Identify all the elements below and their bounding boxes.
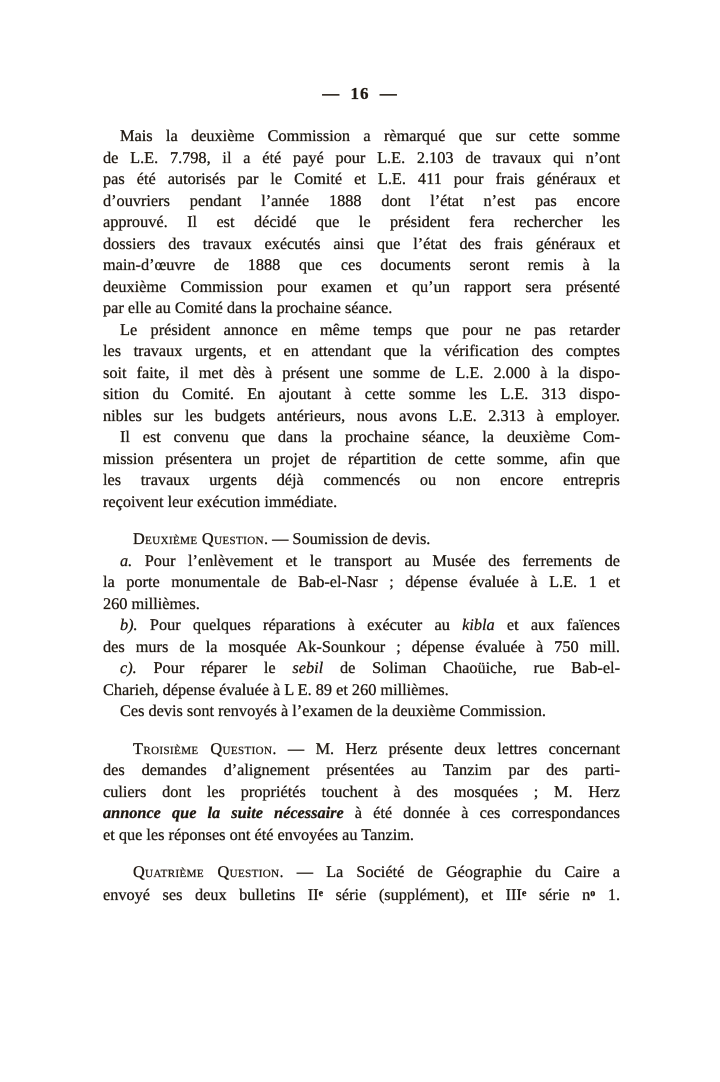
section-paragraph xyxy=(103,738,620,846)
text-segment: 1. xyxy=(595,884,621,904)
text-line xyxy=(103,491,620,513)
section-paragraph xyxy=(103,528,620,550)
text-line xyxy=(103,614,620,636)
text-segment: . — M. Herz présente deux lettres concernant xyxy=(272,738,621,758)
paragraph xyxy=(103,319,620,427)
text-segment: 260 millièmes. xyxy=(103,593,200,613)
text-line xyxy=(103,700,620,722)
text-segment: Mais la deuxième Commission a rèmarqué que sur cette somme xyxy=(120,126,620,145)
text-segment: annonce que la suite nécessaire xyxy=(103,803,344,822)
text-segment: o xyxy=(590,887,596,899)
paragraph xyxy=(103,657,620,700)
text-segment: Le président annonce en même temps que pour ne pas retarder xyxy=(120,319,620,339)
text-line xyxy=(103,383,620,405)
text-segment: c). xyxy=(120,658,137,677)
text-segment: les travaux urgents, et en attendant que la vérification des comptes xyxy=(103,341,620,360)
page-number: — 16 — xyxy=(322,84,398,103)
text-segment: approuvé. Il est décidé que le président fera rechercher les xyxy=(103,212,620,231)
text-segment: nibles sur les budgets antérieurs, nous avons L.E. 2.313 à employer. xyxy=(103,405,620,425)
text-segment: et aux faïences xyxy=(494,615,620,634)
text-segment: Il est convenu que dans la prochaine séance, la deuxième Com- xyxy=(120,427,620,446)
text-line xyxy=(103,528,620,550)
text-segment: par elle au Comité dans la prochaine séance. xyxy=(103,298,393,317)
text-segment: série (supplément), et III xyxy=(323,884,522,904)
text-line xyxy=(103,448,620,470)
text-segment: main-d’œuvre de 1888 que ces documents seront remis à la xyxy=(103,255,620,274)
text-line xyxy=(103,426,620,448)
section-heading-label: Quatrième Question xyxy=(133,862,280,881)
text-line xyxy=(103,781,620,803)
text-segment: dossiers des travaux exécutés ainsi que l’état des frais généraux et xyxy=(103,233,620,253)
text-segment: reçoivent leur exécution immédiate. xyxy=(103,491,338,511)
text-line xyxy=(103,254,620,276)
text-line xyxy=(103,362,620,384)
text-line xyxy=(103,824,620,846)
text-segment: envoyé ses deux bulletins II xyxy=(103,884,319,904)
text-segment: Ces devis sont renvoyés à l’examen de la deuxième Commission. xyxy=(120,701,546,720)
text-segment: de L.E. 7.798, il a été payé pour L.E. 2.103 de travaux qui n’ont xyxy=(103,147,620,167)
text-line xyxy=(103,125,620,147)
paragraph xyxy=(103,700,620,722)
text-segment: des demandes d’alignement présentées au Tanzim par des parti- xyxy=(103,760,620,779)
paragraph xyxy=(103,550,620,615)
text-segment: a. xyxy=(120,550,133,570)
section-heading-label: Deuxième Question xyxy=(133,529,264,548)
text-line xyxy=(103,861,620,883)
text-segment: b). xyxy=(120,615,138,634)
text-line xyxy=(103,168,620,190)
text-line xyxy=(103,657,620,679)
text-segment: et que les réponses ont été envoyées au Tanzim. xyxy=(103,824,414,844)
text-line xyxy=(103,883,620,906)
text-segment: d’ouvriers pendant l’année 1888 dont l’état n’est pas encore xyxy=(103,190,620,210)
text-line xyxy=(103,593,620,615)
text-segment: pas été autorisés par le Comité et L.E. 411 pour frais généraux et xyxy=(103,169,620,188)
text-segment: mission présentera un projet de répartition de cette somme, afin que xyxy=(103,448,620,468)
text-line xyxy=(103,233,620,255)
text-segment: . — Soumission de devis. xyxy=(263,529,431,548)
text-segment: Pour réparer le xyxy=(136,658,293,677)
text-segment: . — La Société de Géographie du Caire a xyxy=(279,862,620,881)
text-line xyxy=(103,759,620,781)
text-line xyxy=(103,319,620,341)
text-line xyxy=(103,147,620,169)
text-segment: à été donnée à ces correspondances xyxy=(343,803,620,822)
text-line xyxy=(103,571,620,593)
section-heading-label: Troisième Question xyxy=(133,738,273,758)
text-line xyxy=(103,211,620,233)
text-block xyxy=(103,125,620,905)
section-paragraph xyxy=(103,861,620,905)
text-segment: kibla xyxy=(462,615,495,634)
text-line xyxy=(103,405,620,427)
text-segment: sition du Comité. En ajoutant à cette somme les L.E. 313 dispo- xyxy=(103,384,620,403)
text-segment: e xyxy=(521,887,527,899)
text-segment: les travaux urgents déjà commencés ou non encore entrepris xyxy=(103,470,620,489)
text-segment: sebil xyxy=(292,658,324,677)
text-line xyxy=(103,679,620,701)
text-segment: soit faite, il met dès à présent une somme de L.E. 2.000 à la dispo- xyxy=(103,362,620,382)
text-segment: Pour l’enlèvement et le transport au Musée des ferrements de xyxy=(132,550,620,570)
text-segment: la porte monumentale de Bab-el-Nasr ; dépense évaluée à L.E. 1 et xyxy=(103,572,620,591)
paragraph xyxy=(103,125,620,319)
text-line xyxy=(103,636,620,658)
paragraph xyxy=(103,426,620,512)
text-segment: culiers dont les propriétés touchent à des mosquées ; M. Herz xyxy=(103,781,620,801)
text-segment: deuxième Commission pour examen et qu’un rapport sera présenté xyxy=(103,276,620,296)
text-line xyxy=(103,550,620,572)
text-segment: de Soliman Chaoüiche, rue Bab-el- xyxy=(323,658,621,677)
text-segment: Pour quelques réparations à exécuter au xyxy=(137,615,463,634)
text-line xyxy=(103,276,620,298)
text-line xyxy=(103,340,620,362)
text-segment: e xyxy=(318,887,324,899)
text-segment: des murs de la mosquée Ak-Sounkour ; dépense évaluée à 750 mill. xyxy=(103,636,620,656)
text-line xyxy=(103,802,620,824)
text-segment: série n xyxy=(526,884,591,904)
text-line xyxy=(103,738,620,760)
text-segment: Charieh, dépense évaluée à L E. 89 et 260 millièmes. xyxy=(103,679,449,699)
text-line xyxy=(103,297,620,319)
text-line xyxy=(103,190,620,212)
text-line xyxy=(103,469,620,491)
paragraph xyxy=(103,614,620,657)
